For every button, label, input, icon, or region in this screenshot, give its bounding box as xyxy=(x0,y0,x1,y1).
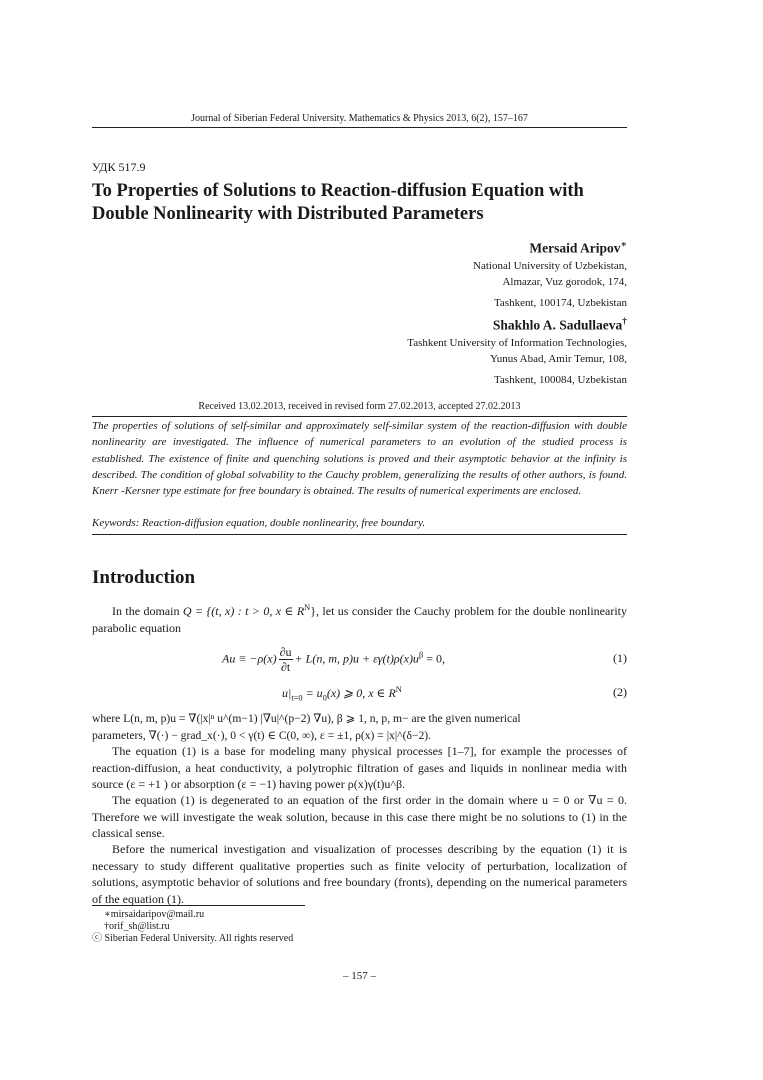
author-name: Shakhlo A. Sadullaeva† xyxy=(492,317,627,333)
paragraph: The equation (1) is degenerated to an equation of the first order in the domain where u = 0 or ∇u = 0. Therefore we will investigate the weak solution, because in this case there might be no solutions to (1) in the classical sense. xyxy=(92,793,627,840)
udk-code: УДК 517.9 xyxy=(92,160,146,174)
affiliation-line: Tashkent, 100174, Uzbekistan xyxy=(493,296,627,309)
paragraph: In the domain Q = {(t, x) : t > 0, x ∈ $R^N$}, let us consider the Cauchy problem for the double nonlinearity parabolic equation xyxy=(92,603,628,635)
received-dates: Received 13.02.2013, received in revised form 27.02.2013, accepted 27.02.2013 xyxy=(198,401,521,412)
footnote: ⓒ Siberian Federal University. All rights reserved xyxy=(92,933,294,944)
page-number: – 157 – xyxy=(343,970,376,982)
equation-1: Au ≡ −ρ(x) $\frac{\partial u}{\partial t}$ + L(n, m, $p)u + \varepsilon\gamma(t)\rho(x)u^\beta = 0$, (1) xyxy=(222,645,627,674)
paper-title: To Properties of Solutions to Reaction-diffusion Equation with Double Nonlinearity with Distributed Parameters xyxy=(92,181,584,224)
paragraph: Before the numerical investigation and visualization of processes describing by the equation (1) it is necessary to study different qualitative properties such as finite velocity of perturbation, localization of solutions, asymptotic behavior of solutions and free boundary (fronts), depending on the numerical parameters of the equation (1). xyxy=(92,842,627,906)
section-heading: Introduction xyxy=(92,567,196,588)
header-rule xyxy=(92,127,627,128)
paragraph: The equation (1) is a base for modeling many physical processes [1–7], for example the processes of reaction-diffusion, a heat conductivity, a polytrophic filtration of gases and liquids in nonlinear media with source (ε = +1 ) or absorption (ε = −1) having power ρ(x)γ(t)u^β. xyxy=(92,744,627,791)
author-block-2 xyxy=(407,313,627,388)
affiliation-line: National University of Uzbekistan, xyxy=(473,259,627,272)
affiliation-line: Tashkent University of Information Technologies, xyxy=(407,336,627,349)
keywords: Keywords: Reaction-diffusion equation, double nonlinearity, free boundary. xyxy=(92,517,426,529)
equation-label: (2) xyxy=(613,685,627,699)
abstract-top-rule xyxy=(92,416,627,417)
affiliation-line: Yunus Abad, Amir Temur, 108, xyxy=(489,353,627,365)
paragraph: where L(n, m, p)u = ∇(|x|ⁿ u^(m−1) |∇u|^(p−2) ∇u), β ⩾ 1, n, p, m− are the given numerical parameters, ∇(·) − grad_x(·), 0 < γ(t) ∈ C(0, ∞), ε = ±1, ρ(x) = |x|^(δ−2). xyxy=(92,712,521,742)
equation-label: (1) xyxy=(613,651,627,665)
author-name: Mersaid Aripov∗ xyxy=(529,240,627,256)
equation-2: $u|_{t=0} = u_0(x)$ ⩾ 0, x ∈ $R^N$ (2) xyxy=(282,685,627,703)
running-head: Journal of Siberian Federal University. Mathematics & Physics 2013, 6(2), 157–167 xyxy=(191,113,528,124)
footnote: †orif_sh@list.ru xyxy=(104,921,170,932)
footnote: ∗mirsaidaripov@mail.ru xyxy=(104,909,205,920)
abstract-bottom-rule xyxy=(92,534,627,535)
affiliation-line: Tashkent, 100084, Uzbekistan xyxy=(493,373,627,386)
abstract: The properties of solutions of self-similar and approximately self-similar system of the reaction-diffusion with double nonlinearity are investigated. The influence of numerical parameters to an evolution of the studied process is established. The existence of finite and quenching solutions is proved and their asymptotic behavior at the infinity is described. The condition of global solvability to the Cauchy problem, generalizing the results of other authors, is found. Knerr -Kersner type estimate for free boundary is obtained. The results of numerical experiments are enclosed. xyxy=(92,420,627,498)
footnote-rule xyxy=(92,905,305,906)
author-block-1 xyxy=(473,236,627,311)
affiliation-line: Almazar, Vuz gorodok, 174, xyxy=(502,276,627,288)
